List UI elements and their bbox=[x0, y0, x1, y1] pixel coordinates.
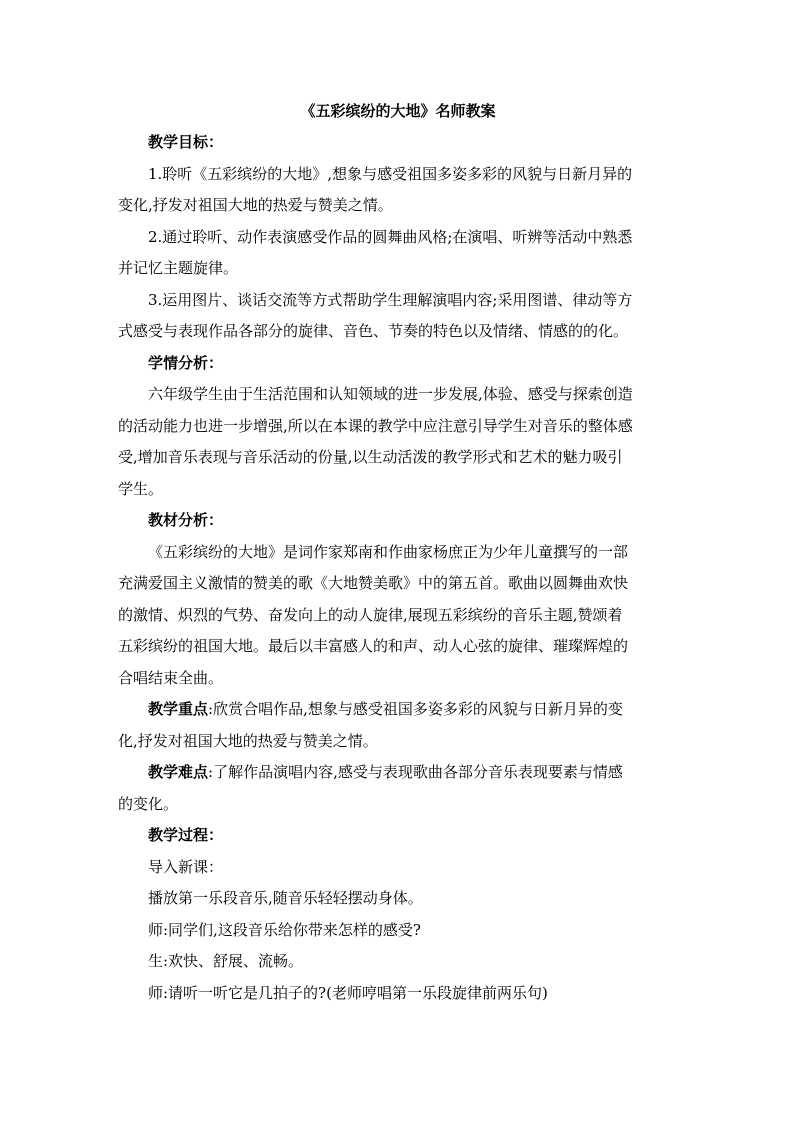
difficult-point-text: :了解作品演唱内容,感受与表现歌曲各部分音乐表现要素与情感 bbox=[208, 763, 623, 781]
process-line-5: 师:请听一听它是几拍子的?(老师哼唱第一乐段旋律前两乐句) bbox=[148, 983, 548, 1002]
students-line-2: 的活动能力也进一步增强,所以在本课的教学中应注意引导学生对音乐的整体感 bbox=[118, 416, 633, 435]
process-heading: 教学过程： bbox=[148, 826, 224, 844]
goals-heading: 教学目标： bbox=[148, 133, 224, 151]
goal-3-line-1: 3.运用图片、谈话交流等方式帮助学生理解演唱内容;采用图谱、律动等方 bbox=[148, 290, 633, 309]
goal-3-line-2: 式感受与表现作品各部分的旋律、音色、节奏的特色以及情绪、情感的的化。 bbox=[118, 322, 629, 340]
difficult-point-label: 教学难点 bbox=[148, 763, 209, 781]
goal-1-line-1: 1.聆听《五彩缤纷的大地》,想象与感受祖国多姿多彩的风貌与日新月异的 bbox=[148, 164, 633, 183]
students-line-4: 学生。 bbox=[118, 479, 164, 498]
material-line-4: 五彩缤纷的祖国大地。最后以丰富感人的和声、动人心弦的旋律、璀璨辉煌的 bbox=[118, 637, 629, 655]
goal-1-line-2: 变化,抒发对祖国大地的热爱与赞美之情。 bbox=[118, 196, 393, 214]
document-title: 《五彩缤纷的大地》名师教案 bbox=[300, 102, 496, 120]
process-line-3: 师:同学们,这段音乐给你带来怎样的感受? bbox=[148, 920, 421, 939]
material-line-2: 充满爱国主义激情的赞美的歌《大地赞美歌》中的第五首。歌曲以圆舞曲欢快 bbox=[118, 574, 629, 592]
difficult-point-line-1 bbox=[118, 757, 678, 789]
key-point-line-2: 化,抒发对祖国大地的热爱与赞美之情。 bbox=[118, 731, 378, 750]
material-line-5: 合唱结束全曲。 bbox=[118, 668, 224, 687]
material-heading: 教材分析： bbox=[148, 511, 224, 529]
goal-2-line-2: 并记忆主题旋律。 bbox=[118, 259, 239, 277]
process-line-1: 导入新课： bbox=[148, 857, 224, 876]
key-point-line-1 bbox=[118, 694, 678, 726]
material-line-1: 《五彩缤纷的大地》是词作家郑南和作曲家杨庶正为少年儿童撰写的一部 bbox=[148, 542, 629, 561]
key-point-text: :欣赏合唱作品,想象与感受祖国多姿多彩的风貌与日新月异的变 bbox=[208, 700, 623, 718]
process-line-2: 播放第一乐段音乐,随音乐轻轻摆动身体。 bbox=[148, 889, 423, 907]
difficult-point-line-2: 的变化。 bbox=[118, 794, 179, 813]
students-line-1: 六年级学生由于生活范围和认知领域的进一步发展,体验、感受与探索创造 bbox=[148, 385, 633, 403]
goal-2-line-1: 2.通过聆听、动作表演感受作品的圆舞曲风格;在演唱、听辨等活动中熟悉 bbox=[148, 227, 633, 246]
document-body bbox=[118, 96, 678, 1009]
material-line-3: 的激情、炽烈的气势、奋发向上的动人旋律,展现五彩缤纷的音乐主题,赞颂着 bbox=[118, 605, 623, 624]
key-point-label: 教学重点 bbox=[148, 700, 209, 718]
students-line-3: 受,增加音乐表现与音乐活动的份量,以生动活泼的教学形式和艺术的魅力吸引 bbox=[118, 448, 623, 466]
process-line-4: 生:欢快、舒展、流畅。 bbox=[148, 952, 304, 970]
students-heading: 学情分析： bbox=[148, 353, 224, 372]
